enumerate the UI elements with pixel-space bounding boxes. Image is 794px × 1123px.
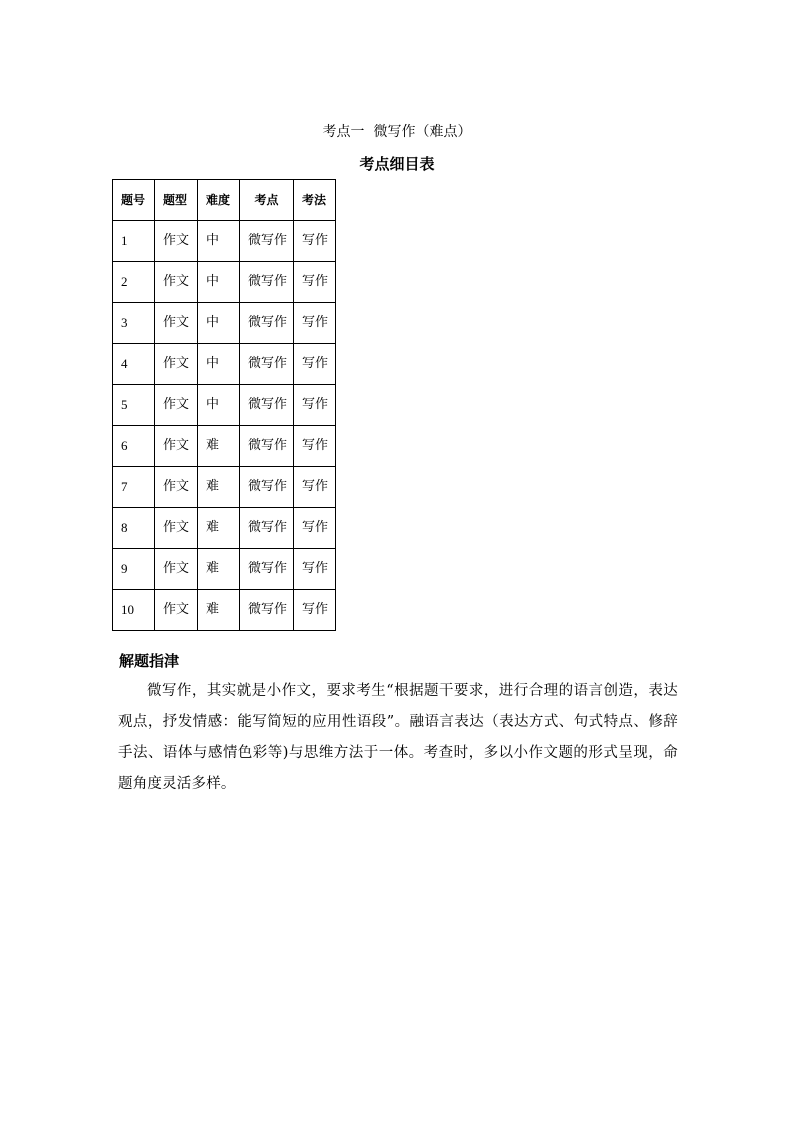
- cell-question-type: 作文: [155, 344, 198, 385]
- cell-difficulty: 难: [198, 590, 240, 631]
- cell-question-number: 7: [113, 467, 155, 508]
- cell-exam-method: 写作: [294, 385, 336, 426]
- cell-question-type: 作文: [155, 467, 198, 508]
- cell-exam-method: 写作: [294, 590, 336, 631]
- guidance-paragraph: 微写作，其实就是小作文，要求考生“根据题干要求，进行合理的语言创造，表达观点，抒发情感：能写简短的应用性语段”。融语言表达（表达方式、句式特点、修辞手法、语体与感情色彩等)与思维方法于一体。考查时，多以小作文题的形式呈现，命题角度灵活多样。: [118, 683, 678, 792]
- cell-question-number: 8: [113, 508, 155, 549]
- cell-question-number: 5: [113, 385, 155, 426]
- cell-exam-method: 写作: [294, 467, 336, 508]
- cell-question-number: 9: [113, 549, 155, 590]
- cell-difficulty: 难: [198, 508, 240, 549]
- cell-question-type: 作文: [155, 303, 198, 344]
- header-question-type: 题型: [155, 180, 198, 221]
- cell-question-type: 作文: [155, 549, 198, 590]
- cell-difficulty: 难: [198, 549, 240, 590]
- cell-question-number: 2: [113, 262, 155, 303]
- header-exam-method: 考法: [294, 180, 336, 221]
- table-row: [113, 221, 336, 262]
- cell-question-type: 作文: [155, 385, 198, 426]
- header-difficulty: 难度: [198, 180, 240, 221]
- cell-exam-method: 写作: [294, 508, 336, 549]
- cell-exam-method: 写作: [294, 344, 336, 385]
- cell-difficulty: 中: [198, 221, 240, 262]
- cell-exam-method: 写作: [294, 426, 336, 467]
- table-row: [113, 344, 336, 385]
- cell-exam-point: 微写作: [240, 303, 294, 344]
- cell-question-type: 作文: [155, 426, 198, 467]
- cell-exam-method: 写作: [294, 549, 336, 590]
- header-question-number: 题号: [113, 180, 155, 221]
- cell-question-type: 作文: [155, 262, 198, 303]
- cell-question-number: 6: [113, 426, 155, 467]
- table-row: [113, 262, 336, 303]
- cell-exam-point: 微写作: [240, 426, 294, 467]
- table-row: [113, 549, 336, 590]
- section-heading: 解题指津: [119, 652, 180, 670]
- cell-exam-point: 微写作: [240, 467, 294, 508]
- cell-difficulty: 中: [198, 303, 240, 344]
- cell-difficulty: 中: [198, 262, 240, 303]
- table-title: 考点细目表: [359, 155, 435, 173]
- cell-exam-method: 写作: [294, 303, 336, 344]
- cell-question-type: 作文: [155, 508, 198, 549]
- cell-difficulty: 中: [198, 344, 240, 385]
- cell-question-number: 4: [113, 344, 155, 385]
- table-row: [113, 426, 336, 467]
- cell-question-type: 作文: [155, 221, 198, 262]
- cell-exam-point: 微写作: [240, 508, 294, 549]
- cell-difficulty: 中: [198, 385, 240, 426]
- table-row: [113, 508, 336, 549]
- cell-exam-point: 微写作: [240, 590, 294, 631]
- cell-exam-method: 写作: [294, 221, 336, 262]
- cell-question-type: 作文: [155, 590, 198, 631]
- cell-question-number: 10: [113, 590, 155, 631]
- exam-points-table: [112, 179, 336, 631]
- cell-difficulty: 难: [198, 426, 240, 467]
- cell-question-number: 1: [113, 221, 155, 262]
- cell-exam-point: 微写作: [240, 385, 294, 426]
- cell-question-number: 3: [113, 303, 155, 344]
- table-row: [113, 385, 336, 426]
- cell-exam-point: 微写作: [240, 221, 294, 262]
- cell-exam-point: 微写作: [240, 549, 294, 590]
- table-header-row: [113, 180, 336, 221]
- table-row: [113, 590, 336, 631]
- cell-exam-method: 写作: [294, 262, 336, 303]
- cell-exam-point: 微写作: [240, 344, 294, 385]
- cell-exam-point: 微写作: [240, 262, 294, 303]
- table-row: [113, 303, 336, 344]
- cell-difficulty: 难: [198, 467, 240, 508]
- page-title: 考点一 微写作（难点）: [322, 124, 472, 140]
- table-body: [113, 221, 336, 631]
- header-exam-point: 考点: [240, 180, 294, 221]
- table-row: [113, 467, 336, 508]
